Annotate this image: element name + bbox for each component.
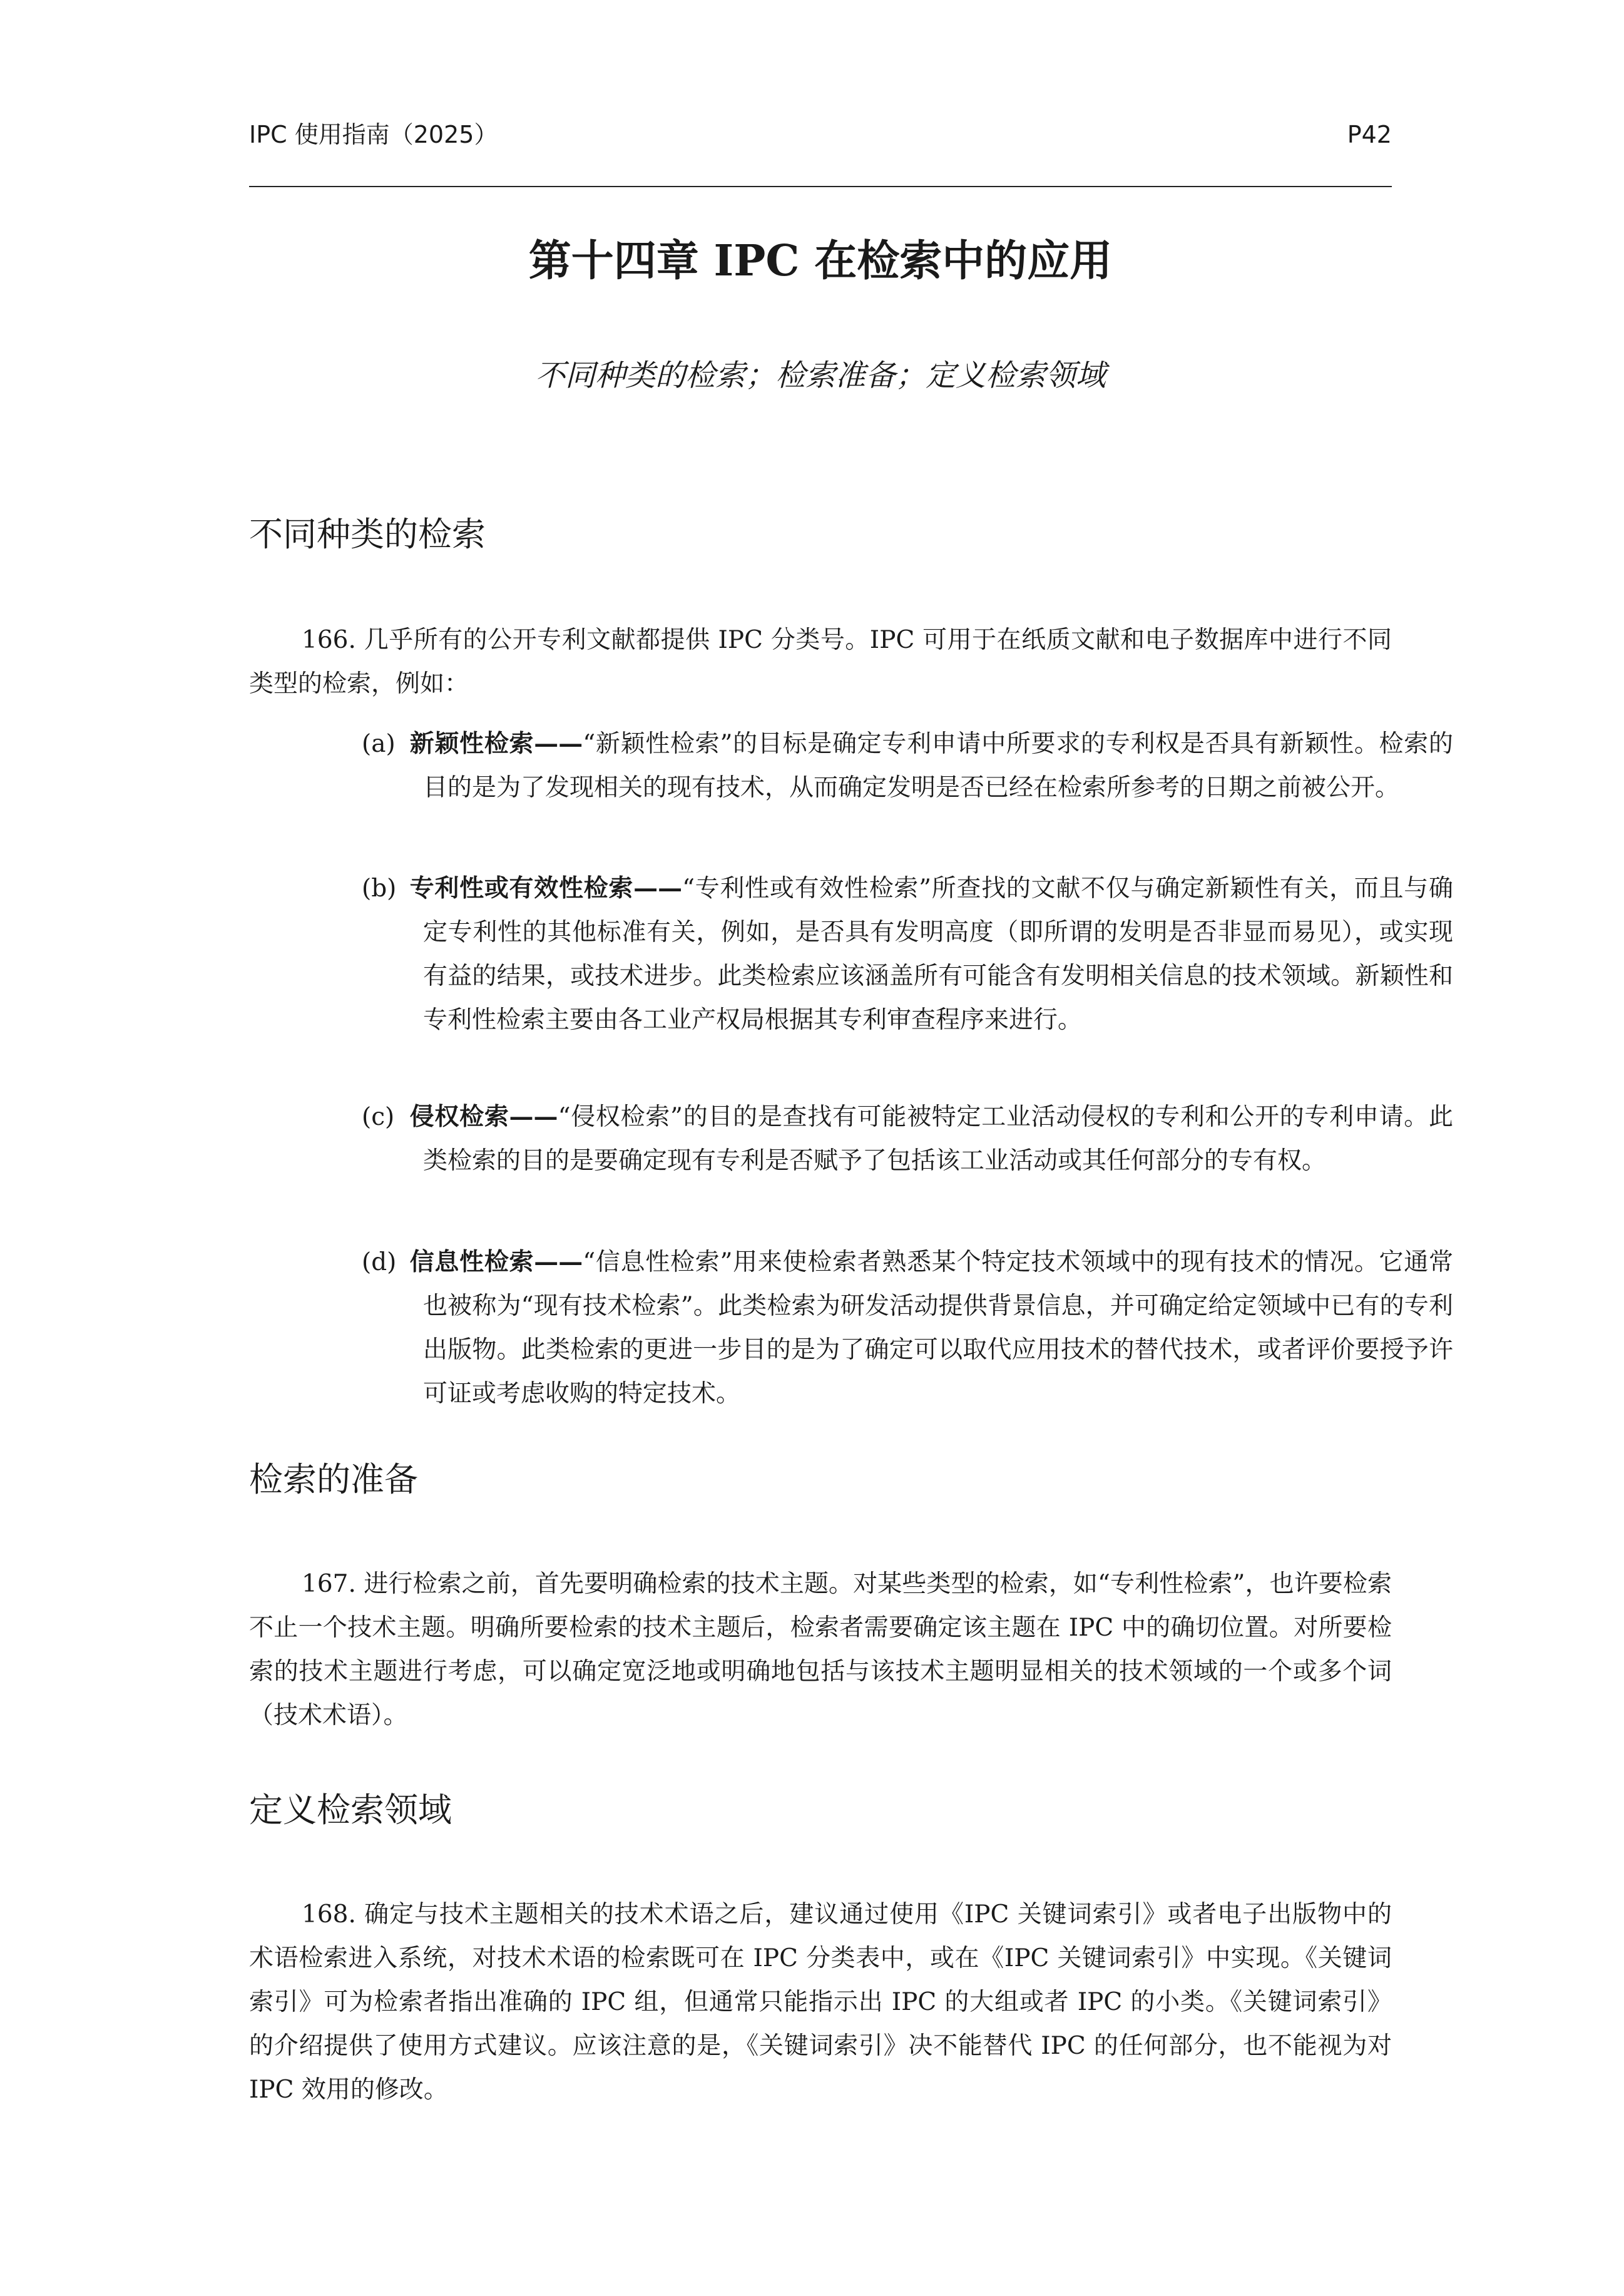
list-marker: (d) [362,1248,397,1276]
paragraph-166 [249,618,1392,706]
list-item-a [362,722,1453,810]
paragraph-167-text: 167. 进行检索之前，首先要明确检索的技术主题。对某些类型的检索，如“专利性检索”，也许要检索不止一个技术主题。明确所要检索的技术主题后，检索者需要确定该主题在 IPC 中的确切位置。对所要检索的技术主题进行考虑，可以确定宽泛地或明确地包括与该技术主题明显相关的技术领域的一个或多个词（技术术语）。 [249,1570,1392,1730]
list-item-term: 信息性检索—— [409,1248,583,1276]
list-marker: (b) [362,874,397,903]
list-item-text: “侵权检索”的目的是查找有可能被特定工业活动侵权的专利和公开的专利申请。此类检索的目的是要确定现有专利是否赋予了包括该工业活动或其任何部分的专有权。 [423,1103,1453,1175]
list-item-b [362,866,1453,1042]
header-page-number: P42 [1347,121,1392,148]
paragraph-166-text: 166. 几乎所有的公开专利文献都提供 IPC 分类号。IPC 可用于在纸质文献和电子数据库中进行不同类型的检索，例如： [249,626,1392,698]
section-heading-search-preparation: 检索的准备 [249,1460,418,1499]
chapter-title: 第十四章 IPC 在检索中的应用 [528,236,1113,286]
header-divider [249,186,1392,187]
list-item-text: “信息性检索”用来使检索者熟悉某个特定技术领域中的现有技术的情况。它通常也被称为“现有技术检索”。此类检索为研发活动提供背景信息，并可确定给定领域中已有的专利出版物。此类检索的更进一步目的是为了确定可以取代应用技术的替代技术，或者评价要授予许可证或考虑收购的特定技术。 [423,1248,1453,1408]
paragraph-167 [249,1562,1392,1738]
list-item-term: 新颖性检索—— [409,729,583,758]
chapter-subtitle: 不同种类的检索；检索准备；定义检索领域 [534,358,1106,393]
list-item-d [362,1240,1453,1416]
list-item-c [362,1095,1453,1183]
section-heading-search-types: 不同种类的检索 [249,515,486,554]
paragraph-168-text: 168. 确定与技术主题相关的技术术语之后，建议通过使用《IPC 关键词索引》或者电子出版物中的术语检索进入系统，对技术术语的检索既可在 IPC 分类表中，或在《IPC 关键词索引》中实现。《关键词索引》可为检索者指出准确的 IPC 组，但通常只能指示出 IPC 的大组或者 IPC 的小类。《关键词索引》的介绍提供了使用方式建议。应该注意的是，《关键词索引》决不能替代 IPC 的任何部分，也不能视为对 IPC 效用的修改。 [249,1900,1392,2104]
list-marker: (c) [362,1103,395,1131]
list-item-text: “新颖性检索”的目标是确定专利申请中所要求的专利权是否具有新颖性。检索的目的是为了发现相关的现有技术，从而确定发明是否已经在检索所参考的日期之前被公开。 [423,730,1453,802]
list-marker: (a) [362,730,396,758]
list-item-term: 侵权检索—— [409,1102,558,1131]
header-document-title: IPC 使用指南（2025） [249,121,498,148]
paragraph-168 [249,1893,1392,2112]
list-item-text: “专利性或有效性检索”所查找的文献不仅与确定新颖性有关，而且与确定专利性的其他标准有关，例如，是否具有发明高度（即所谓的发明是否非显而易见），或实现有益的结果，或技术进步。此类检索应该涵盖所有可能含有发明相关信息的技术领域。新颖性和专利性检索主要由各工业产权局根据其专利审查程序来进行。 [423,874,1453,1034]
list-item-term: 专利性或有效性检索—— [409,874,683,903]
section-heading-define-search-field: 定义检索领域 [249,1790,452,1830]
